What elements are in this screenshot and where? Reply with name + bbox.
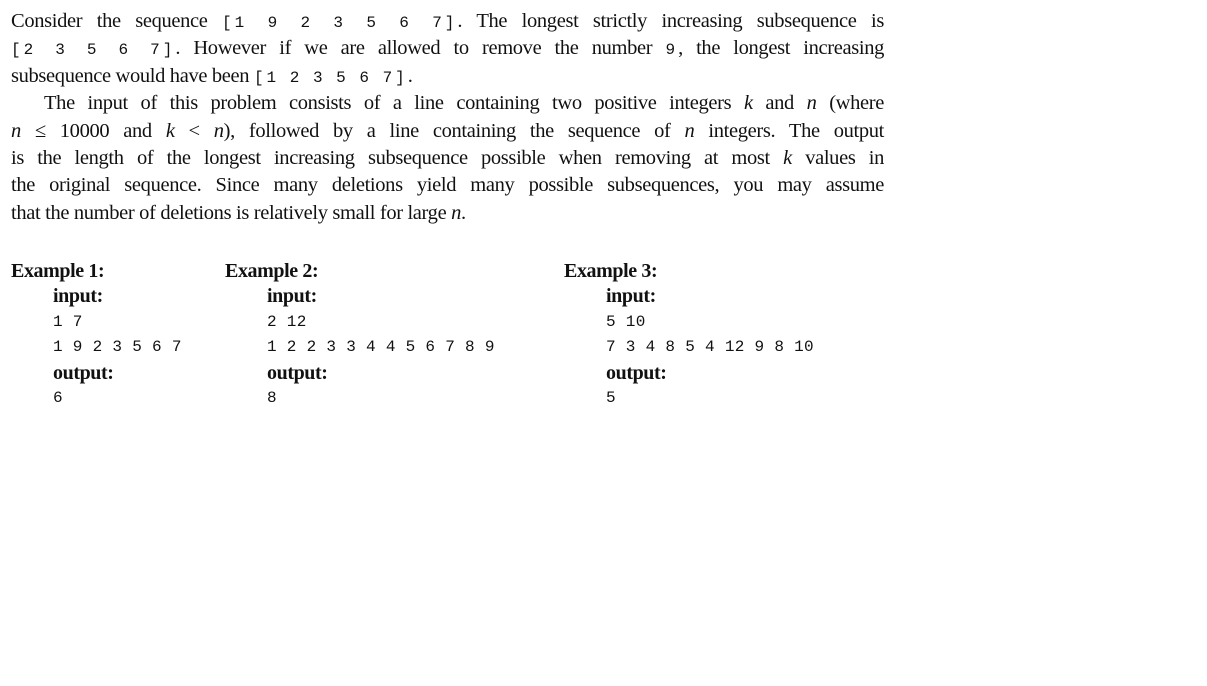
- text-run: integers. The output: [694, 119, 884, 142]
- text-run: The input of this problem consists of a line containing two positive integers: [44, 92, 744, 115]
- input-label: input:: [606, 285, 656, 307]
- text-run: the original sequence. Since many deletions yield many possible subsequences, you may assume: [11, 174, 884, 197]
- text-run: ), followed by a line containing the sequence of: [223, 119, 685, 142]
- paragraph-line: [11, 172, 884, 199]
- output-label: output:: [53, 361, 114, 384]
- example-3: [564, 258, 814, 412]
- example-title: Example 2:: [225, 260, 319, 282]
- paragraph-line: [11, 200, 884, 227]
- example-2: [225, 258, 495, 412]
- input-line: 7 3 4 8 5 4 12 9 8 10: [606, 338, 814, 357]
- paragraph-line: [11, 63, 884, 90]
- example-title: Example 3:: [564, 260, 658, 282]
- paragraph-line: [11, 90, 884, 117]
- inline-code: [1 9 2 3 5 6 7]: [222, 14, 458, 32]
- text-run: and: [752, 92, 807, 115]
- output-value: 8: [267, 389, 277, 408]
- output-label: output:: [606, 361, 667, 384]
- text-run: values in: [791, 146, 884, 169]
- text-run: .: [407, 64, 413, 87]
- input-line: 1 7: [53, 312, 83, 331]
- example-1: [11, 258, 182, 412]
- text-run: subsequence would have been: [11, 64, 254, 87]
- text-run: (where: [816, 92, 884, 115]
- math-variable: k: [783, 146, 792, 169]
- paragraph-line: [11, 35, 884, 62]
- math-variable: n: [684, 119, 695, 142]
- text-run: .: [461, 201, 466, 224]
- output-label: output:: [267, 361, 328, 384]
- text-run: . However if we are allowed to remove the number: [175, 37, 666, 60]
- text-run: is the length of the longest increasing subsequence possible when removing at most: [11, 146, 784, 169]
- input-label: input:: [53, 285, 103, 307]
- paragraph-line: [11, 8, 884, 35]
- input-line: 1 9 2 3 5 6 7: [53, 338, 182, 357]
- example-title: Example 1:: [11, 260, 105, 282]
- math-variable: k: [165, 119, 175, 142]
- text-run: that the number of deletions is relatively small for large: [11, 201, 452, 224]
- paragraph-line: [11, 145, 884, 172]
- text-run: ≤ 10000 and: [20, 119, 166, 142]
- text-run: , the longest increasing: [678, 37, 884, 60]
- inline-code: [2 3 5 6 7]: [11, 41, 176, 60]
- input-line: 5 10: [606, 312, 646, 331]
- input-label: input:: [267, 285, 317, 307]
- text-run: Consider the sequence: [11, 10, 223, 32]
- input-line: 2 12: [267, 312, 307, 331]
- text-run: <: [174, 119, 214, 142]
- input-line: 1 2 2 3 3 4 4 5 6 7 8 9: [267, 338, 495, 357]
- inline-code: 9: [665, 41, 679, 60]
- math-variable: k: [743, 92, 753, 115]
- output-value: 6: [53, 389, 63, 408]
- text-run: . The longest strictly increasing subsequence is: [457, 10, 885, 32]
- output-value: 5: [606, 389, 616, 408]
- problem-statement: [11, 8, 884, 227]
- paragraph-line: [11, 118, 884, 145]
- math-variable: n: [11, 119, 21, 142]
- math-variable: n: [213, 119, 224, 142]
- math-variable: n: [806, 92, 817, 115]
- inline-code: [1 2 3 5 6 7]: [253, 68, 408, 87]
- math-variable: n: [451, 201, 461, 224]
